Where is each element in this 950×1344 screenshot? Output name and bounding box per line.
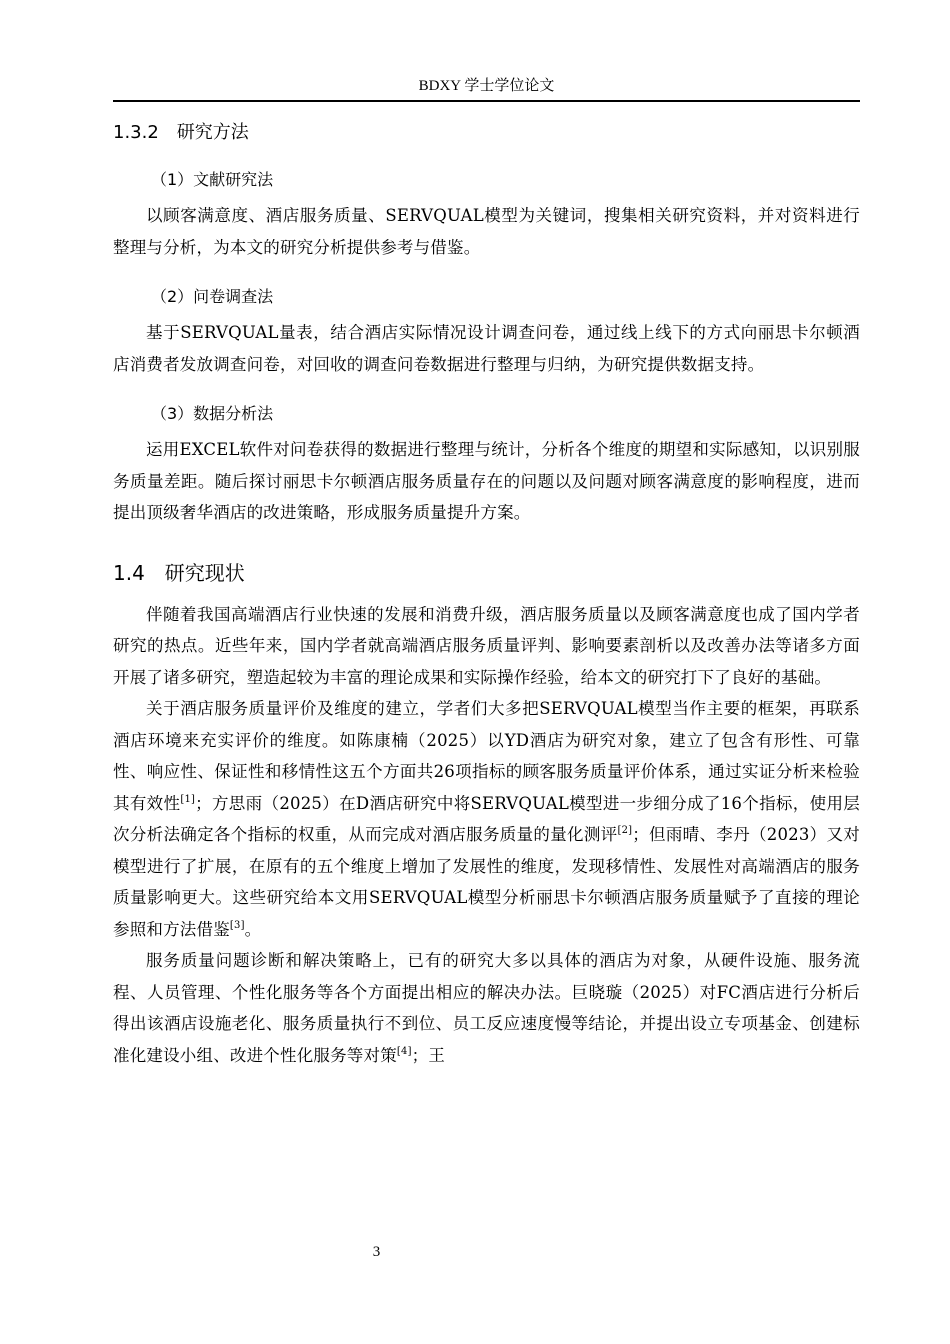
paragraph-text: ；方思雨（2025）在D酒店研究中将SERVQUAL模型进一步细分成了16个指标，使用层次分析法确定各个指标的权重，从而完成对酒店服务质量的量化测评: [113, 793, 860, 844]
running-header: BDXY 学士学位论文: [418, 78, 555, 94]
method-heading-questionnaire: （2）问卷调查法: [151, 287, 274, 306]
paragraph-text: ；但雨晴、李丹（2023）又对模型进行了扩展，在原有的五个维度上增加了发展性的维度，发现移情性、发展性对高端酒店的服务质量影响更大。这些研究给本文用SERVQUAL模型分析丽思卡尔顿酒店服务质量赋予了直接的理论参照和方法借鉴: [113, 825, 860, 939]
citation-ref-2: [2]: [617, 825, 633, 836]
method-paragraph-questionnaire: 基于SERVQUAL量表，结合酒店实际情况设计调查问卷，通过线上线下的方式向丽思卡尔顿酒店消费者发放调查问卷，对回收的调查问卷数据进行整理与归纳，为研究提供数据支持。: [113, 323, 860, 374]
paragraph-text: 。: [244, 919, 262, 939]
method-heading-literature: （1）文献研究法: [151, 170, 274, 189]
method-paragraph-data-analysis: 运用EXCEL软件对问卷获得的数据进行整理与统计，分析各个维度的期望和实际感知，以识别服务质量差距。随后探讨丽思卡尔顿酒店服务质量存在的问题以及问题对顾客满意度的影响程度，进而提出顶级奢华酒店的改进策略，形成服务质量提升方案。: [113, 440, 860, 522]
research-status-paragraph-2: [113, 693, 860, 945]
paragraph-text: 服务质量问题诊断和解决策略上，已有的研究大多以具体的酒店为对象，从硬件设施、服务流程、人员管理、个性化服务等各个方面提出相应的解决办法。巨晓璇（2025）对FC酒店进行分析后得出该酒店设施老化、服务质量执行不到位、员工反应速度慢等结论，并提出设立专项基金、创建标准化建设小组、改进个性化服务等对策: [113, 951, 860, 1065]
method-heading-data-analysis: （3）数据分析法: [151, 404, 274, 423]
section-heading-1-3-2: 1.3.2 研究方法: [113, 122, 249, 143]
section-heading-1-4: 1.4 研究现状: [113, 560, 245, 585]
research-status-paragraph-1: 伴随着我国高端酒店行业快速的发展和消费升级，酒店服务质量以及顾客满意度也成了国内学者研究的热点。近些年来，国内学者就高端酒店服务质量评判、影响要素剖析以及改善办法等诸多方面开展了诸多研究，塑造起较为丰富的理论成果和实际操作经验，给本文的研究打下了良好的基础。: [113, 604, 860, 687]
citation-ref-4: [4]: [396, 1045, 412, 1057]
header-rule: [113, 100, 860, 102]
research-status-paragraph-3: [113, 945, 860, 1071]
method-paragraph-literature: 以顾客满意度、酒店服务质量、SERVQUAL模型为关键词，搜集相关研究资料，并对资料进行整理与分析，为本文的研究分析提供参考与借鉴。: [113, 206, 860, 257]
page-number: 3: [372, 1244, 381, 1260]
citation-ref-3: [3]: [229, 919, 245, 931]
paragraph-text: 关于酒店服务质量评价及维度的建立，学者们大多把SERVQUAL模型当作主要的框架，再联系酒店环境来充实评价的维度。如陈康楠（2025）以YD酒店为研究对象，建立了包含有形性、可靠性、响应性、保证性和移情性这五个方面共26项指标的顾客服务质量评价体系，通过实证分析来检验其有效性: [113, 699, 860, 813]
citation-ref-1: [1]: [180, 793, 196, 805]
page-body: [113, 112, 860, 1071]
paragraph-text: ；王: [411, 1045, 446, 1065]
